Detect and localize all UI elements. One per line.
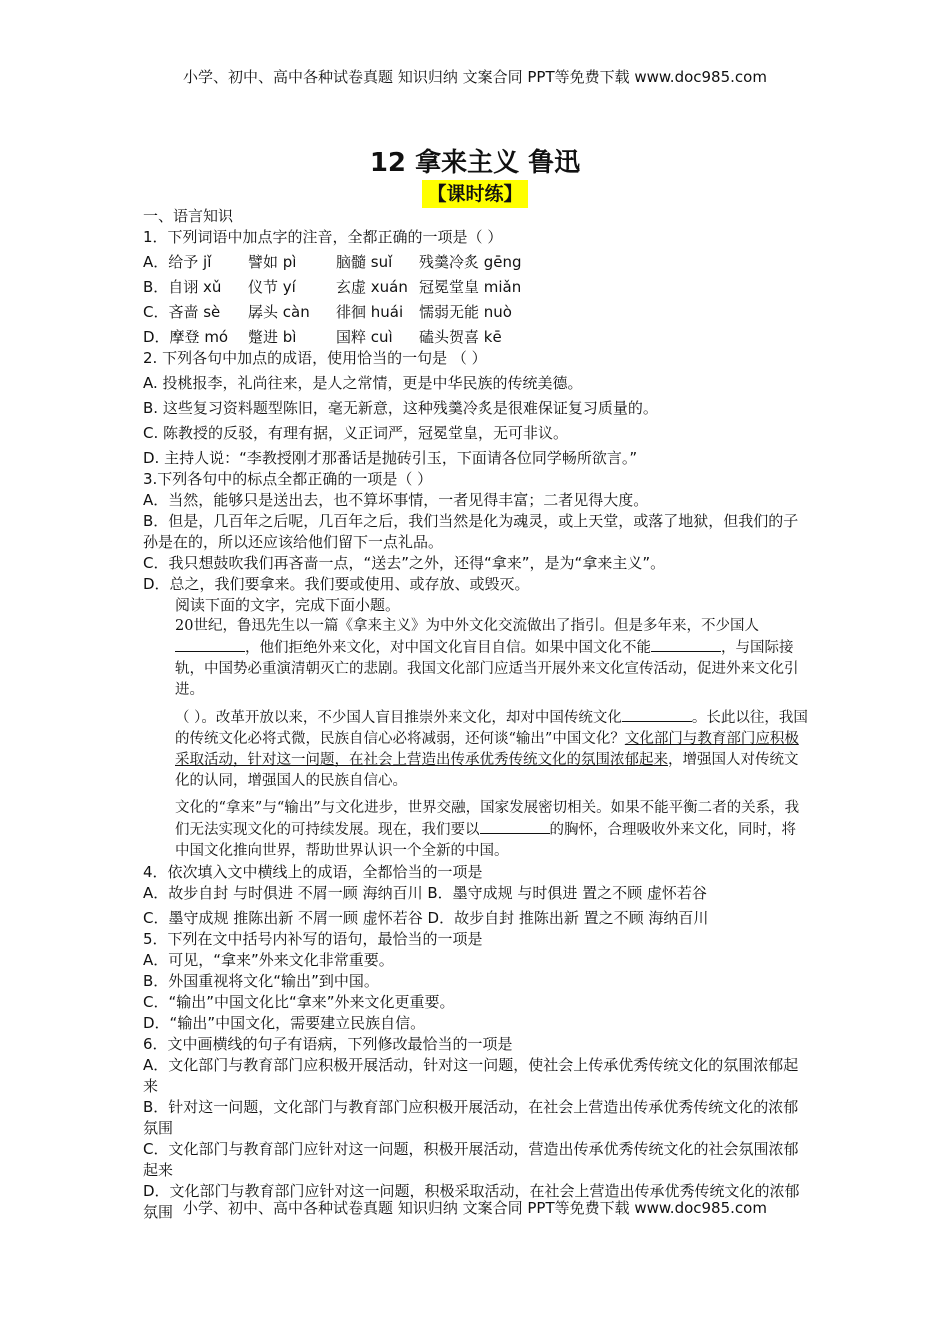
passage-2a: （ ）。改革开放以来，不少国人盲目推崇外来文化，却对中国传统文化: [175, 710, 622, 726]
q2-option-c: C. 陈教授的反驳，有理有据，义正词严，冠冕堂皇，无可非议。: [143, 424, 569, 442]
passage-3a: 文化的“拿来”与“输出”与文化进步，世界交融，国家发展密切相关。如果不能平衡二者的关系，我们无法实现文化的可持续发展。现在，我们要以: [175, 800, 800, 838]
page-title: 12 拿来主义 鲁迅: [369, 148, 581, 178]
q1-c-2: 孱头 càn: [248, 303, 310, 321]
q1-b-4: 冠冕堂皇 miǎn: [419, 278, 522, 296]
q5-option-d: D．“输出”中国文化，需要建立民族自信。: [143, 1014, 426, 1032]
q1-a-4: 残羹冷炙 gēng: [419, 253, 522, 271]
q1-d-3: 国粹 cuì: [336, 328, 393, 346]
q6-stem: 6．文中画横线的句子有语病，下列修改最恰当的一项是: [143, 1035, 513, 1053]
passage-paragraph-1: [143, 616, 808, 701]
q2-option-b: B. 这些复习资料题型陈旧，毫无新意，这种残羹冷炙是很难保证复习质量的。: [143, 399, 658, 417]
q1-c-4: 懦弱无能 nuò: [419, 303, 512, 321]
passage-1a: 20世纪，鲁迅先生以一篇《拿来主义》为中外文化交流做出了指引。但是多年来，不少国人: [175, 618, 759, 634]
passage-3b: 的胸怀，合理吸收外来文化，同时，将中国文化推向世界，帮助世界认识一个全新的中国。: [175, 822, 796, 859]
q5-option-c: C．“输出”中国文化比“拿来”外来文化更重要。: [143, 993, 455, 1011]
blank-3: [622, 707, 692, 722]
q5-stem: 5．下列在文中括号内补写的语句，最恰当的一项是: [143, 930, 483, 948]
q3-stem: 3.下列各句中的标点全都正确的一项是（ ）: [143, 470, 433, 488]
q1-row-c: [143, 302, 808, 323]
underlined-sentence: 文化部门与教育部门应积极采取活动，针对这一问题，在社会上营造出传承优秀传统文化的氛围浓郁起来: [175, 731, 799, 768]
q5-option-a: A．可见，“拿来”外来文化非常重要。: [143, 951, 394, 969]
lesson-badge: 【课时练】: [422, 180, 527, 208]
q1-d-4: 磕头贺喜 kē: [419, 328, 502, 346]
q3-option-a: A．当然，能够只是送出去，也不算坏事情，一者见得丰富；二者见得大度。: [143, 491, 649, 509]
q1-b-3: 玄虚 xuán: [336, 278, 408, 296]
passage-2c: ，增强国人对传统文化的认同，增强国人的民族自信心。: [175, 752, 799, 789]
q6-option-a: A．文化部门与教育部门应积极开展活动，针对这一问题，使社会上传承优秀传统文化的氛围浓郁起来: [143, 1056, 799, 1095]
page-footer: 小学、初中、高中各种试卷真题 知识归纳 文案合同 PPT等免费下载 www.doc985.com: [183, 1199, 767, 1217]
section-heading: 一、语言知识: [143, 207, 234, 225]
q6-option-d: D．文化部门与教育部门应针对这一问题，积极采取活动，在社会上营造出传承优秀传统文化的浓郁氛围: [143, 1182, 800, 1221]
q2-option-d: D. 主持人说：“李教授刚才那番话是抛砖引玉，下面请各位同学畅所欲言。”: [143, 449, 638, 467]
q1-c-1: C．吝啬 sè: [143, 303, 221, 321]
blank-2: [651, 637, 721, 652]
q1-a-2: 譬如 pì: [248, 253, 297, 271]
q2-option-a: A. 投桃报李，礼尚往来，是人之常情，更是中华民族的传统美德。: [143, 374, 583, 392]
q1-c-3: 徘徊 huái: [336, 303, 404, 321]
q1-row-b: [143, 277, 808, 298]
q1-row-a: [143, 252, 808, 273]
q3-option-c: C．我只想鼓吹我们再吝啬一点，“送去”之外，还得“拿来”，是为“拿来主义”。: [143, 554, 666, 572]
q1-row-d: [143, 327, 808, 348]
passage-paragraph-2: [143, 707, 808, 792]
passage-paragraph-3: [143, 798, 808, 862]
badge-wrap: [0, 180, 950, 208]
q3-option-b: B．但是，几百年之后呢，几百年之后，我们当然是化为魂灵，或上天堂，或落了地狱，但我们的子孙是在的，所以还应该给他们留下一点礼品。: [143, 512, 799, 551]
q1-stem: 1．下列词语中加点字的注音，全都正确的一项是（ ）: [143, 228, 503, 246]
q1-a-3: 脑髓 suǐ: [336, 253, 393, 271]
passage-2b: 。长此以往，我国的传统文化必将式微，民族自信心必将减弱，还何谈“输出”中国文化？: [175, 710, 808, 747]
q3-option-d: D．总之，我们要拿来。我们要或使用、或存放、或毁灭。: [143, 575, 530, 593]
q4-stem: 4．依次填入文中横线上的成语，全都恰当的一项是: [143, 863, 483, 881]
q1-b-2: 仪节 yí: [248, 278, 296, 296]
q6-option-b: B．针对这一问题，文化部门与教育部门应积极开展活动，在社会上营造出传承优秀传统文化的浓郁氛围: [143, 1098, 799, 1137]
q1-d-2: 蹩进 bì: [248, 328, 297, 346]
blank-1: [175, 637, 245, 652]
q6-option-c: C．文化部门与教育部门应针对这一问题，积极开展活动，营造出传承优秀传统文化的社会氛围浓郁起来: [143, 1140, 799, 1179]
passage-1b: ，他们拒绝外来文化，对中国文化盲目自信。如果中国文化不能: [245, 640, 651, 656]
reading-intro: 阅读下面的文字，完成下面小题。: [175, 596, 401, 614]
page-header: 小学、初中、高中各种试卷真题 知识归纳 文案合同 PPT等免费下载 www.doc985.com: [183, 68, 767, 86]
document-body: [143, 206, 808, 1223]
passage-1c: ，与国际接轨，中国势必重演清朝灭亡的悲剧。我国文化部门应适当开展外来文化宣传活动，促进外来文化引进。: [175, 640, 799, 698]
q4-options-cd: C．墨守成规 推陈出新 不屑一顾 虚怀若谷 D．故步自封 推陈出新 置之不顾 海纳百川: [143, 909, 709, 927]
blank-4: [480, 819, 550, 834]
q5-option-b: B．外国重视将文化“输出”到中国。: [143, 972, 379, 990]
q1-b-1: B．自诩 xǔ: [143, 278, 222, 296]
q1-a-1: A．给予 jǐ: [143, 253, 212, 271]
q2-stem: 2. 下列各句中加点的成语，使用恰当的一句是 （ ）: [143, 349, 487, 367]
q4-options-ab: A．故步自封 与时俱进 不屑一顾 海纳百川 B．墨守成规 与时俱进 置之不顾 虚怀若谷: [143, 884, 707, 902]
q1-d-1: D．摩登 mó: [143, 328, 229, 346]
